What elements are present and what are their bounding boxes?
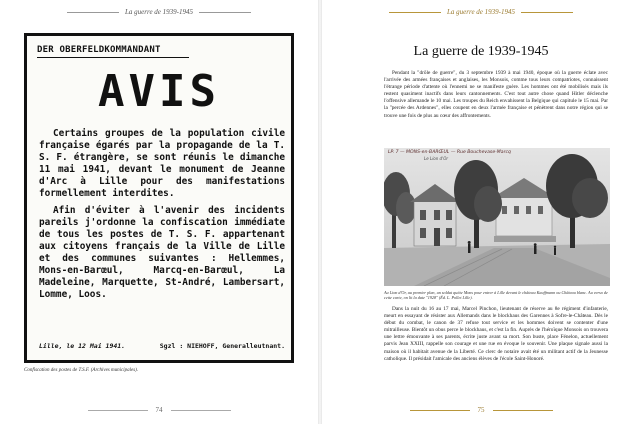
right-running-head [322,8,640,16]
right-page [322,0,640,424]
photo-caption: Au Lion d'Or, au premier plan, un soldat quitte Mons pour entrer à Lille devant le château Kauffmann ou Château blanc. Au verso de cette carte, on lit la date "1928" (Éd. L. Pollet Lille). [384,290,608,301]
right-folio [322,406,640,414]
paragraph-1: Pendant la "drôle de guerre", du 3 septembre 1939 à mai 1940, époque où la guerre éclate avec l'arrivée des armées françaises et anglaises, les Monsois, comme tous leurs compatriotes, connaissent l'étrange période d'attente où l'ennemi ne se manifeste guère. Les hommes ont été mobilisés mais ils restent quasiment inactifs dans leurs cantonnements. C'est tout autre chose quand Hitler déclenche l'offensive allemande le 10 mai. Les troupes du Reich envahissent la Belgique qui capitule le 15 mai. Par la "percée des Ardennes", elles coupent en deux l'armée française et pénètrent dans notre région qui se trouve une fois de plus au cœur des affrontements. [384,70,608,119]
left-running-head-text: La guerre de 1939-1945 [125,8,193,16]
postcard-scene [384,148,610,286]
right-page-number: 75 [477,406,485,414]
left-page-number: 74 [155,406,163,414]
running-head-rule [521,12,573,13]
poster-date: Lille, le 12 Mai 1941. [39,342,126,350]
running-head-rule [67,12,119,13]
postcard-label: LP. 7 — MONS-en-BARŒUL — Rue Bouchevase-Marcq [388,150,511,155]
paragraph-2: Dans la nuit du 16 au 17 mai, Marcel Pinchon, lieutenant de réserve au 8e régiment d'infanterie, meurt en essayant de résister aux Allemands dans le blockhaus des Garennes à Sofre-le-Château. Dès le début du combat, le canon de 37 refuse tout service et les hommes doivent se contenter d'une mitrailleuse. Bientôt un obus perce le blockhaus, et c'est la fin. Auprès de l'héroïque Monsois on trouvera une lettre émouvante à ses parents, écrite juste avant sa mort. Son buste, place Fénelon, actuellement parvis Jean XXIII, rappelle son courage et une rue en évoque le souvenir. Une plaque signale aussi la maison où il habitait avenue de la Liberté. Ce clerc de notaire avait été un militant actif de la Jeunesse catholique. Il présidait l'amicale des anciens élèves de l'école Saint-Honoré. [384,306,608,362]
avis-poster [24,33,294,363]
intro-text [384,70,608,120]
poster-body [39,128,285,307]
poster-caption: Confiscation des postes de T.S.F. (Archives municipales). [24,368,139,373]
left-folio [0,406,318,414]
postcard-sublabel: Le Lion d'Or [424,156,448,161]
folio-rule [410,410,470,411]
poster-issuer: DER OBERFELDKOMMANDANT [37,45,161,55]
folio-rule [88,410,148,411]
right-running-head-text: La guerre de 1939-1945 [447,8,515,16]
running-head-rule [389,12,441,13]
running-head-rule [199,12,251,13]
pinchon-text [384,306,608,363]
poster-paragraph-1: Certains groupes de la population civile française égarés par la propagande de la T. S. F. étrangère, se sont réunis le dimanche 11 mai 1941, devant le monument de Jeanne d'Arc à Lille pour des manifestations formellement interdites. [39,128,285,199]
chapter-title: La guerre de 1939-1945 [413,44,549,59]
folio-rule [493,410,553,411]
left-page [0,0,318,424]
postcard-photo [384,148,610,286]
poster-paragraph-2: Afin d'éviter à l'avenir des incidents pareils j'ordonne la confiscation immédiate de tous les postes de T. S. F. appartenant aux citoyens français de la Ville de Lille et des communes suivantes : Hellemmes, Mons-en-Barœul, Marcq-en-Barœul, La Madeleine, Marquette, St-André, Lambersart, Lomme, Loos. [39,205,285,300]
poster-issuer-underline [37,57,189,58]
poster-signature: Sgzl : NIEHOFF, Generalleutnant. [159,342,285,350]
folio-rule [171,410,231,411]
poster-title: AVIS [98,66,220,117]
left-running-head [0,8,318,16]
